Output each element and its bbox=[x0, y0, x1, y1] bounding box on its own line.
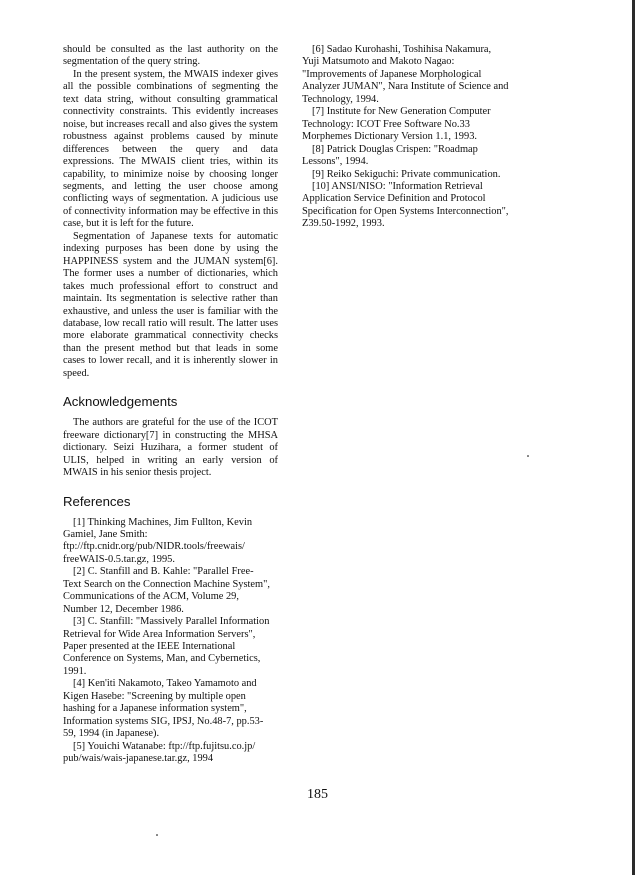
reference-line: Technology: ICOT Free Software No.33 bbox=[302, 118, 470, 130]
reference-entry bbox=[302, 144, 512, 169]
reference-line: Analyzer JUMAN", Nara Institute of Science and bbox=[302, 81, 509, 93]
left-column bbox=[63, 44, 278, 766]
reference-entry bbox=[302, 106, 512, 143]
reference-entry bbox=[63, 678, 278, 740]
reference-entry bbox=[63, 517, 278, 567]
scan-speck bbox=[527, 455, 529, 457]
reference-line: ftp://ftp.cnidr.org/pub/NIDR.tools/freewais/ bbox=[63, 541, 245, 553]
reference-line: [10] ANSI/NISO: "Information Retrieval bbox=[312, 180, 483, 192]
reference-entry bbox=[302, 44, 512, 106]
reference-line: 1991. bbox=[63, 665, 87, 677]
reference-line: Information systems SIG, IPSJ, No.48-7, pp.53- bbox=[63, 715, 264, 727]
references-list bbox=[63, 517, 278, 766]
reference-entry bbox=[302, 181, 512, 231]
body-paragraph: Segmentation of Japanese texts for automatic indexing purposes has been done by using the HAPPINESS system and the JUMAN system[6]. The former uses a number of dictionaries, which takes much professional effort to construct and maintain. Its segmentation is selective rather than exhaustive, and unless the user is familiar with the database, low recall ratio will result. The latter uses more elaborate grammatical connectivity checks than the present method but that leads in some cases to lower recall, and it is inherently slower in speed. bbox=[63, 230, 278, 379]
reference-line: 59, 1994 (in Japanese). bbox=[63, 728, 160, 740]
body-paragraph: In the present system, the MWAIS indexer gives all the possible combinations of segmenting the text data string, without consulting grammatical connectivity constraints. This evidently increases noise, but increases recall and also gives the system robustness against problems caused by minute differences between the query and data expressions. The MWAIS client tries, within its capability, to minimize noise by choosing longer segments, and letting the user choose among conflicting ways of segmentation. A judicious use of connectivity information may be effective in this case, but it is left for the future. bbox=[63, 68, 278, 230]
reference-line: Communications of the ACM, Volume 29, bbox=[63, 591, 239, 603]
reference-line: Technology, 1994. bbox=[302, 93, 379, 105]
acknowledgements-text: The authors are grateful for the use of the ICOT freeware dictionary[7] in constructing the MHSA dictionary. Seizi Huzihara, a former student of ULIS, helped in writing an early version of MWAIS in his senior thesis project. bbox=[63, 417, 278, 479]
reference-line: Paper presented at the IEEE International bbox=[63, 641, 236, 653]
reference-entry bbox=[63, 741, 278, 766]
reference-line: [9] Reiko Sekiguchi: Private communication. bbox=[312, 168, 501, 180]
reference-line: Text Search on the Connection Machine System", bbox=[63, 578, 270, 590]
reference-entry bbox=[63, 566, 278, 616]
reference-line: [6] Sadao Kurohashi, Toshihisa Nakamura, bbox=[312, 44, 492, 55]
reference-line: pub/wais/wais-japanese.tar.gz, 1994 bbox=[63, 753, 214, 765]
reference-entry bbox=[63, 616, 278, 678]
reference-line: hashing for a Japanese information system", bbox=[63, 703, 247, 715]
page-number: 185 bbox=[307, 787, 328, 802]
reference-line: [3] C. Stanfill: "Massively Parallel Information bbox=[73, 616, 270, 628]
reference-line: Retrieval for Wide Area Information Servers", bbox=[63, 628, 256, 640]
reference-line: Number 12, December 1986. bbox=[63, 603, 184, 615]
reference-line: Specification for Open Systems Interconnection", bbox=[302, 205, 509, 217]
acknowledgements-heading: Acknowledgements bbox=[63, 394, 178, 410]
reference-line: [8] Patrick Douglas Crispen: "Roadmap bbox=[312, 143, 478, 155]
reference-line: "Improvements of Japanese Morphological bbox=[302, 68, 482, 80]
reference-line: Kigen Hasebe: "Screening by multiple open bbox=[63, 690, 246, 702]
reference-line: Lessons", 1994. bbox=[302, 156, 369, 168]
references-heading: References bbox=[63, 493, 131, 509]
reference-entry bbox=[302, 169, 512, 181]
reference-line: Gamiel, Jane Smith: bbox=[63, 528, 148, 540]
reference-line: Application Service Definition and Protocol bbox=[302, 193, 486, 205]
body-paragraph: should be consulted as the last authority on the segmentation of the query string. bbox=[63, 44, 278, 68]
references-list-continued bbox=[302, 44, 512, 231]
reference-line: [7] Institute for New Generation Computer bbox=[312, 106, 491, 118]
reference-line: Yuji Matsumoto and Makoto Nagao: bbox=[302, 56, 455, 68]
reference-line: [2] C. Stanfill and B. Kahle: "Parallel Free- bbox=[73, 566, 254, 578]
reference-line: [5] Youichi Watanabe: ftp://ftp.fujitsu.co.jp/ bbox=[73, 740, 256, 752]
reference-line: Morphemes Dictionary Version 1.1, 1993. bbox=[302, 131, 477, 143]
reference-line: Z39.50-1992, 1993. bbox=[302, 218, 385, 230]
reference-line: [1] Thinking Machines, Jim Fullton, Kevin bbox=[73, 516, 253, 528]
reference-line: freeWAIS-0.5.tar.gz, 1995. bbox=[63, 553, 175, 565]
reference-line: [4] Ken'iti Nakamoto, Takeo Yamamoto and bbox=[73, 678, 257, 690]
scan-speck bbox=[156, 834, 158, 836]
right-column bbox=[302, 44, 512, 231]
reference-line: Conference on Systems, Man, and Cybernetics, bbox=[63, 653, 261, 665]
